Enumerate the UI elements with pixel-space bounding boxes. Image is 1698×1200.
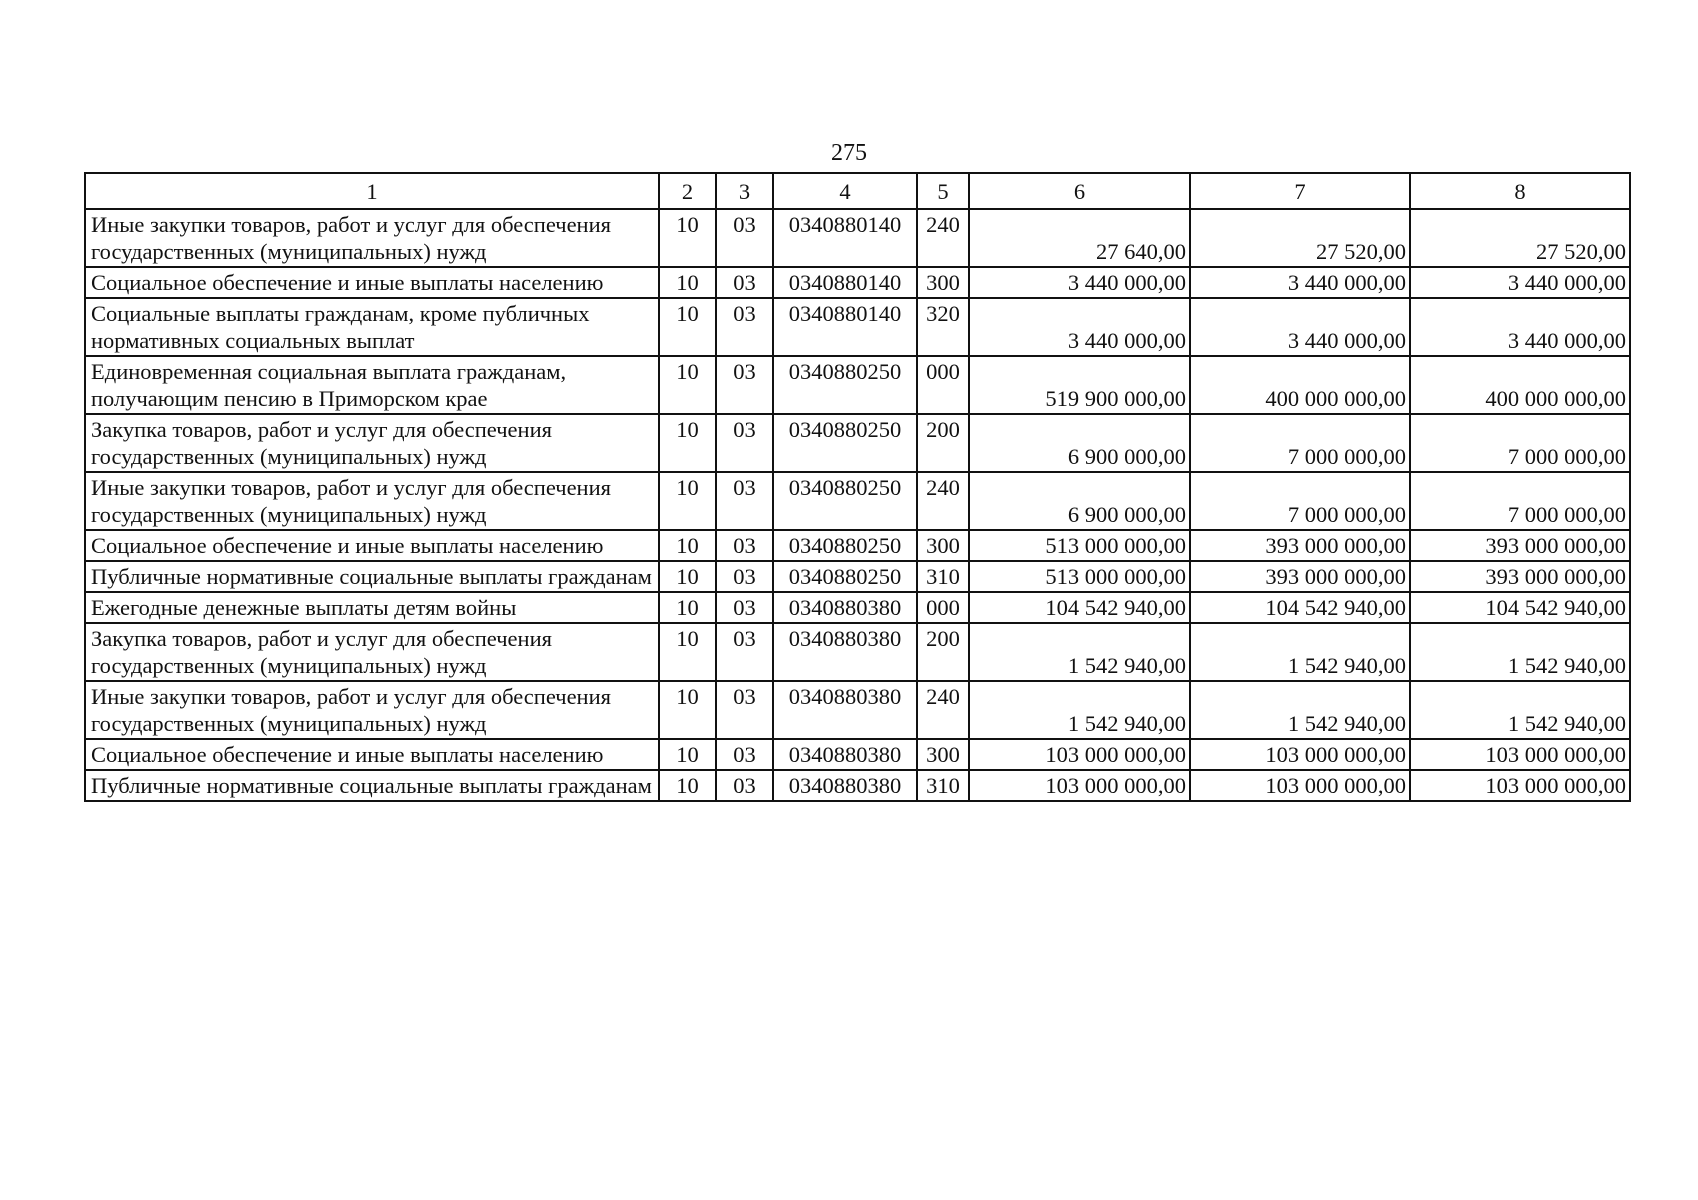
table-row xyxy=(85,561,1630,592)
table-row xyxy=(85,267,1630,298)
table-row xyxy=(85,414,1630,472)
row-amount-col8-cell: 104 542 940,00 xyxy=(1410,592,1630,623)
row-amount-col8-cell: 103 000 000,00 xyxy=(1410,739,1630,770)
row-expense-type-cell: 320 xyxy=(917,298,969,356)
table-row xyxy=(85,770,1630,801)
row-section-cell: 10 xyxy=(659,561,716,592)
row-name-cell: Публичные нормативные социальные выплаты гражданам xyxy=(85,561,659,592)
row-expense-type-cell: 240 xyxy=(917,472,969,530)
row-target-code-cell: 0340880380 xyxy=(773,739,917,770)
row-amount-col6-cell: 513 000 000,00 xyxy=(969,561,1190,592)
row-subsection-cell: 03 xyxy=(716,561,773,592)
row-amount-col7-cell: 27 520,00 xyxy=(1190,209,1410,267)
row-amount-col6-cell: 513 000 000,00 xyxy=(969,530,1190,561)
row-amount-col8-cell: 393 000 000,00 xyxy=(1410,561,1630,592)
row-target-code-cell: 0340880250 xyxy=(773,530,917,561)
row-name-cell: Социальное обеспечение и иные выплаты населению xyxy=(85,267,659,298)
row-section-cell: 10 xyxy=(659,592,716,623)
row-name-cell: Публичные нормативные социальные выплаты гражданам xyxy=(85,770,659,801)
row-name-cell: Ежегодные денежные выплаты детям войны xyxy=(85,592,659,623)
row-amount-col8-cell: 1 542 940,00 xyxy=(1410,681,1630,739)
row-amount-col6-cell: 6 900 000,00 xyxy=(969,414,1190,472)
row-expense-type-cell: 200 xyxy=(917,623,969,681)
row-expense-type-cell: 000 xyxy=(917,592,969,623)
row-subsection-cell: 03 xyxy=(716,472,773,530)
row-name-cell: Иные закупки товаров, работ и услуг для обеспечения государственных (муниципальных) нужд xyxy=(85,681,659,739)
row-target-code-cell: 0340880380 xyxy=(773,681,917,739)
table-body xyxy=(85,209,1630,801)
row-name-cell: Закупка товаров, работ и услуг для обеспечения государственных (муниципальных) нужд xyxy=(85,623,659,681)
row-amount-col8-cell: 1 542 940,00 xyxy=(1410,623,1630,681)
row-section-cell: 10 xyxy=(659,623,716,681)
row-name-cell: Иные закупки товаров, работ и услуг для обеспечения государственных (муниципальных) нужд xyxy=(85,209,659,267)
row-section-cell: 10 xyxy=(659,267,716,298)
row-section-cell: 10 xyxy=(659,472,716,530)
row-name-cell: Социальное обеспечение и иные выплаты населению xyxy=(85,530,659,561)
table-row xyxy=(85,739,1630,770)
row-expense-type-cell: 240 xyxy=(917,209,969,267)
header-col-2: 2 xyxy=(659,173,716,209)
row-amount-col7-cell: 3 440 000,00 xyxy=(1190,267,1410,298)
header-col-8: 8 xyxy=(1410,173,1630,209)
header-col-7: 7 xyxy=(1190,173,1410,209)
header-col-4: 4 xyxy=(773,173,917,209)
table-row xyxy=(85,298,1630,356)
row-name-cell: Закупка товаров, работ и услуг для обеспечения государственных (муниципальных) нужд xyxy=(85,414,659,472)
row-expense-type-cell: 200 xyxy=(917,414,969,472)
row-amount-col8-cell: 7 000 000,00 xyxy=(1410,472,1630,530)
budget-table xyxy=(84,172,1631,802)
row-amount-col7-cell: 400 000 000,00 xyxy=(1190,356,1410,414)
header-col-6: 6 xyxy=(969,173,1190,209)
row-subsection-cell: 03 xyxy=(716,770,773,801)
row-target-code-cell: 0340880380 xyxy=(773,770,917,801)
row-section-cell: 10 xyxy=(659,530,716,561)
row-amount-col6-cell: 1 542 940,00 xyxy=(969,623,1190,681)
row-subsection-cell: 03 xyxy=(716,356,773,414)
table-row xyxy=(85,209,1630,267)
row-amount-col6-cell: 519 900 000,00 xyxy=(969,356,1190,414)
row-amount-col8-cell: 27 520,00 xyxy=(1410,209,1630,267)
row-target-code-cell: 0340880380 xyxy=(773,592,917,623)
row-name-cell: Социальные выплаты гражданам, кроме публичных нормативных социальных выплат xyxy=(85,298,659,356)
row-expense-type-cell: 000 xyxy=(917,356,969,414)
row-amount-col6-cell: 104 542 940,00 xyxy=(969,592,1190,623)
row-name-cell: Социальное обеспечение и иные выплаты населению xyxy=(85,739,659,770)
row-target-code-cell: 0340880250 xyxy=(773,472,917,530)
table-header xyxy=(85,173,1630,209)
row-amount-col8-cell: 103 000 000,00 xyxy=(1410,770,1630,801)
row-expense-type-cell: 310 xyxy=(917,561,969,592)
row-amount-col6-cell: 103 000 000,00 xyxy=(969,770,1190,801)
row-amount-col6-cell: 103 000 000,00 xyxy=(969,739,1190,770)
row-amount-col7-cell: 104 542 940,00 xyxy=(1190,592,1410,623)
row-amount-col7-cell: 7 000 000,00 xyxy=(1190,472,1410,530)
row-amount-col7-cell: 103 000 000,00 xyxy=(1190,739,1410,770)
row-amount-col6-cell: 3 440 000,00 xyxy=(969,267,1190,298)
row-expense-type-cell: 300 xyxy=(917,739,969,770)
header-col-1: 1 xyxy=(85,173,659,209)
row-amount-col8-cell: 393 000 000,00 xyxy=(1410,530,1630,561)
row-target-code-cell: 0340880140 xyxy=(773,209,917,267)
row-section-cell: 10 xyxy=(659,770,716,801)
row-section-cell: 10 xyxy=(659,356,716,414)
row-subsection-cell: 03 xyxy=(716,592,773,623)
row-name-cell: Иные закупки товаров, работ и услуг для обеспечения государственных (муниципальных) нужд xyxy=(85,472,659,530)
table-row xyxy=(85,472,1630,530)
row-amount-col6-cell: 1 542 940,00 xyxy=(969,681,1190,739)
row-subsection-cell: 03 xyxy=(716,414,773,472)
row-amount-col8-cell: 400 000 000,00 xyxy=(1410,356,1630,414)
row-amount-col7-cell: 103 000 000,00 xyxy=(1190,770,1410,801)
row-amount-col8-cell: 7 000 000,00 xyxy=(1410,414,1630,472)
table-row xyxy=(85,530,1630,561)
table-row xyxy=(85,356,1630,414)
row-target-code-cell: 0340880380 xyxy=(773,623,917,681)
row-name-cell: Единовременная социальная выплата гражданам, получающим пенсию в Приморском крае xyxy=(85,356,659,414)
row-amount-col8-cell: 3 440 000,00 xyxy=(1410,267,1630,298)
row-amount-col7-cell: 393 000 000,00 xyxy=(1190,530,1410,561)
table-row xyxy=(85,623,1630,681)
row-section-cell: 10 xyxy=(659,681,716,739)
row-amount-col7-cell: 3 440 000,00 xyxy=(1190,298,1410,356)
row-subsection-cell: 03 xyxy=(716,739,773,770)
row-target-code-cell: 0340880250 xyxy=(773,414,917,472)
row-amount-col6-cell: 27 640,00 xyxy=(969,209,1190,267)
row-amount-col6-cell: 3 440 000,00 xyxy=(969,298,1190,356)
row-subsection-cell: 03 xyxy=(716,530,773,561)
row-subsection-cell: 03 xyxy=(716,267,773,298)
row-amount-col7-cell: 393 000 000,00 xyxy=(1190,561,1410,592)
row-subsection-cell: 03 xyxy=(716,298,773,356)
row-section-cell: 10 xyxy=(659,298,716,356)
row-subsection-cell: 03 xyxy=(716,681,773,739)
table-row xyxy=(85,681,1630,739)
row-amount-col8-cell: 3 440 000,00 xyxy=(1410,298,1630,356)
row-target-code-cell: 0340880250 xyxy=(773,356,917,414)
row-target-code-cell: 0340880250 xyxy=(773,561,917,592)
page-number: 275 xyxy=(831,140,867,166)
row-subsection-cell: 03 xyxy=(716,623,773,681)
row-section-cell: 10 xyxy=(659,414,716,472)
row-amount-col7-cell: 1 542 940,00 xyxy=(1190,623,1410,681)
table-row xyxy=(85,592,1630,623)
row-expense-type-cell: 300 xyxy=(917,267,969,298)
header-row xyxy=(85,173,1630,209)
header-col-5: 5 xyxy=(917,173,969,209)
row-expense-type-cell: 310 xyxy=(917,770,969,801)
row-amount-col6-cell: 6 900 000,00 xyxy=(969,472,1190,530)
row-subsection-cell: 03 xyxy=(716,209,773,267)
row-amount-col7-cell: 1 542 940,00 xyxy=(1190,681,1410,739)
row-expense-type-cell: 300 xyxy=(917,530,969,561)
row-section-cell: 10 xyxy=(659,209,716,267)
row-expense-type-cell: 240 xyxy=(917,681,969,739)
header-col-3: 3 xyxy=(716,173,773,209)
row-target-code-cell: 0340880140 xyxy=(773,298,917,356)
row-target-code-cell: 0340880140 xyxy=(773,267,917,298)
row-section-cell: 10 xyxy=(659,739,716,770)
row-amount-col7-cell: 7 000 000,00 xyxy=(1190,414,1410,472)
